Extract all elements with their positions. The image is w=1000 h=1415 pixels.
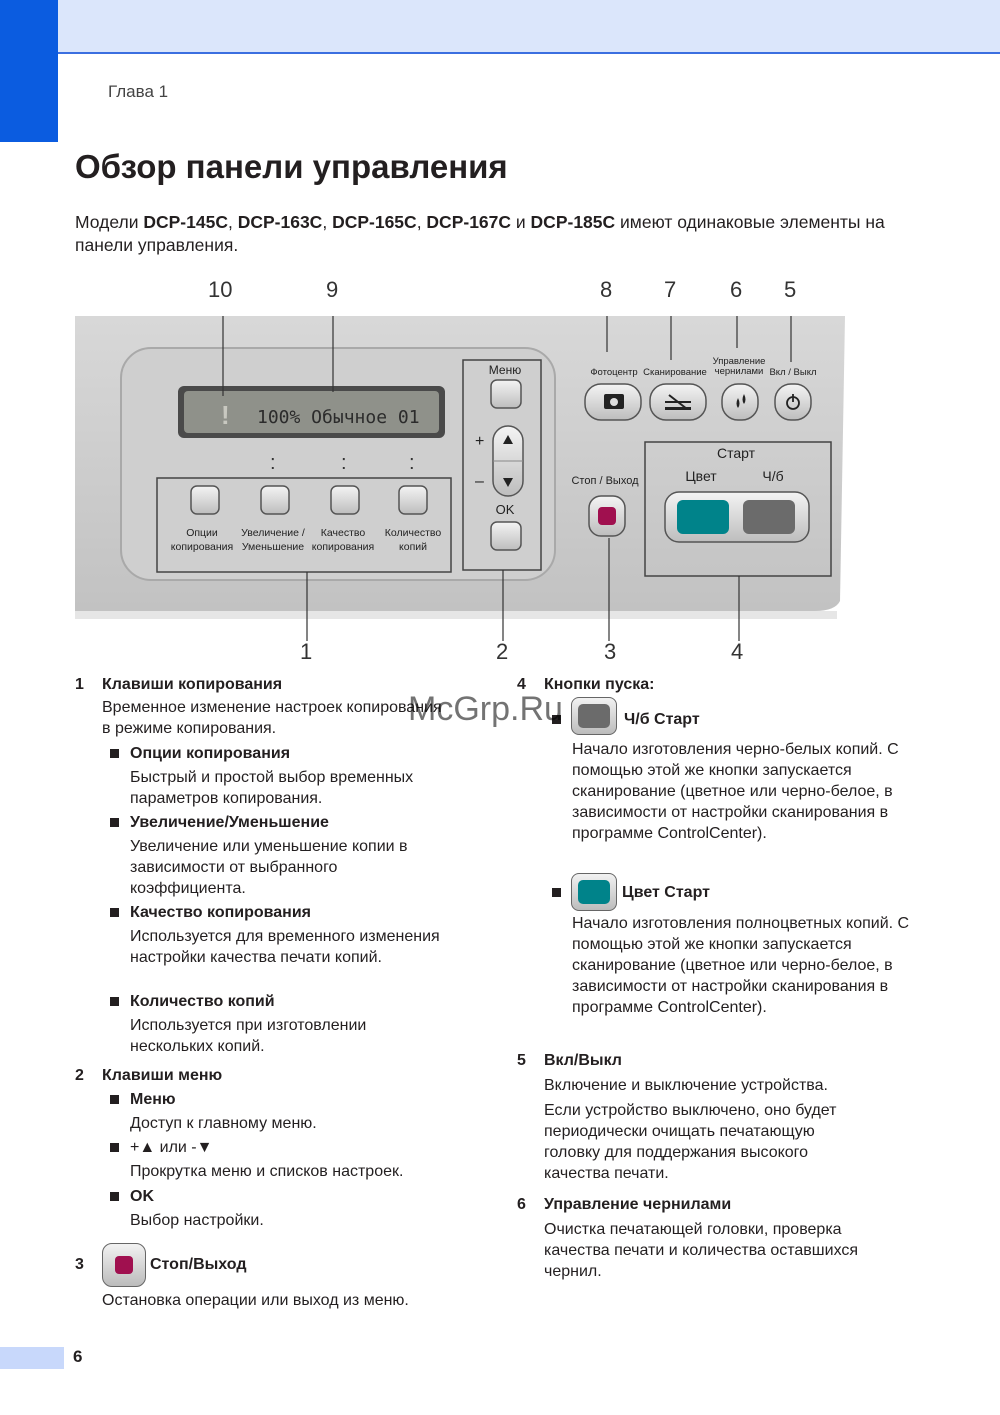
callout-1: 1 <box>300 639 313 664</box>
item-desc: Увеличение или уменьшение копии в зависимости от выбранного коэффициента. <box>130 838 408 897</box>
section-heading: Клавиши меню <box>102 1067 223 1084</box>
copy-options-key[interactable] <box>191 486 219 514</box>
plus-label: + <box>475 433 485 450</box>
callout-6: 6 <box>730 277 743 302</box>
copy-key-label: Качество <box>320 527 366 539</box>
item-desc: Выбор настройки. <box>130 1212 264 1229</box>
bullet-icon <box>110 1143 119 1152</box>
section-heading: Клавиши копирования <box>102 676 283 693</box>
item-heading: +▲ или -▼ <box>130 1139 213 1156</box>
item-heading: Увеличение/Уменьшение <box>130 814 329 831</box>
section-desc: Если устройство выключено, оно будет периодически очищать печатающую головку для поддержания высокого качества печати. <box>544 1102 837 1182</box>
color-start-key-icon <box>571 873 617 911</box>
copy-key-label: Уменьшение <box>241 541 305 553</box>
bullet-icon <box>110 749 119 758</box>
watermark: McGrp.Ru <box>408 690 563 728</box>
dots: : <box>341 452 347 474</box>
menu-key[interactable] <box>491 380 521 408</box>
section-desc: Остановка операции или выход из меню. <box>102 1292 409 1309</box>
dots: : <box>409 452 415 474</box>
item-heading: Ч/б Старт <box>624 711 700 728</box>
section-number: 6 <box>517 1196 526 1213</box>
copy-key-label: Опции <box>186 527 218 539</box>
enlarge-reduce-key[interactable] <box>261 486 289 514</box>
section-number: 4 <box>517 676 526 693</box>
dots: : <box>270 452 276 474</box>
copy-key-label: Количество <box>384 527 442 539</box>
bw-label: Ч/б <box>762 468 784 484</box>
color-start-button[interactable] <box>677 500 729 534</box>
item-heading: Опции копирования <box>130 745 291 762</box>
callout-2: 2 <box>496 639 509 664</box>
callout-5: 5 <box>784 277 797 302</box>
section-number: 1 <box>75 676 84 693</box>
item-desc: Начало изготовления полноцветных копий. С помощью этой же кнопки запускается сканирование (цветное или черно-белое, в зависимости от настройки сканирования в программе ControlCenter). <box>572 915 910 1016</box>
page-title: Обзор панели управления <box>75 148 508 185</box>
stop-exit-key-icon <box>102 1243 146 1287</box>
callout-7: 7 <box>664 277 677 302</box>
item-desc: Используется для временного изменения настройки качества печати копий. <box>130 928 440 966</box>
mode-label: Вкл / Выкл <box>769 367 817 378</box>
chapter-tab <box>0 0 58 142</box>
copy-quality-key[interactable] <box>331 486 359 514</box>
section-desc: Включение и выключение устройства. <box>544 1077 828 1094</box>
callout-10: 10 <box>208 277 233 302</box>
bullet-icon <box>552 888 561 897</box>
bullet-icon <box>110 1192 119 1201</box>
item-desc: Быстрый и простой выбор временных параметров копирования. <box>130 769 414 807</box>
copy-key-label: копирования <box>311 541 375 553</box>
color-label: Цвет <box>685 468 717 484</box>
mode-label: Сканирование <box>643 367 707 378</box>
mode-label: Фотоцентр <box>590 367 638 378</box>
section-desc: Временное изменение настроек копирования в режиме копирования. <box>102 699 442 737</box>
copy-key-label: Увеличение / <box>241 527 305 539</box>
stop-label: Стоп / Выход <box>571 475 639 487</box>
item-heading: Цвет Старт <box>622 884 710 901</box>
ink-management-button[interactable] <box>722 384 758 420</box>
mode-label: Управление <box>712 356 766 367</box>
item-desc: Используется при изготовлении нескольких копий. <box>130 1017 367 1055</box>
page-number: 6 <box>73 1347 83 1366</box>
callout-9: 9 <box>326 277 339 302</box>
mode-label: чернилами <box>714 366 764 377</box>
section-desc: Очистка печатающей головки, проверка качества печати и количества оставшихся чернил. <box>544 1221 859 1280</box>
section-number: 2 <box>75 1067 84 1084</box>
item-desc: Прокрутка меню и списков настроек. <box>130 1163 404 1180</box>
copy-key-label: копирования <box>170 541 234 553</box>
item-heading: Меню <box>130 1091 176 1108</box>
lcd-warning-icon: ! <box>221 400 230 430</box>
intro-paragraph: Модели DCP-145C, DCP-163C, DCP-165C, DCP-167C и DCP-185C имеют одинаковые элементы на панели управления. <box>75 212 885 255</box>
copy-key-label: копий <box>399 541 427 553</box>
section-heading: Стоп/Выход <box>150 1256 247 1273</box>
ok-key[interactable] <box>491 522 521 550</box>
ok-label: OK <box>495 502 515 517</box>
callout-4: 4 <box>731 639 744 664</box>
footer-tab <box>0 1347 64 1369</box>
item-desc: Доступ к главному меню. <box>130 1115 317 1132</box>
control-panel-illustration <box>75 316 850 641</box>
section-heading: Вкл/Выкл <box>544 1052 622 1069</box>
chapter-label: Глава 1 <box>108 82 169 101</box>
section-number: 3 <box>75 1256 84 1273</box>
start-label: Старт <box>716 445 756 461</box>
section-heading: Кнопки пуска: <box>544 676 655 693</box>
item-desc: Начало изготовления черно-белых копий. С помощью этой же кнопки запускается сканирование (цветное или черно-белое, в зависимости от настройки сканирования в программе ControlCenter). <box>572 741 899 842</box>
lcd-text: 100% Обычное 01 <box>257 407 420 428</box>
callout-8: 8 <box>600 277 613 302</box>
bullet-icon <box>110 1095 119 1104</box>
item-heading: Количество копий <box>130 993 275 1010</box>
item-heading: Качество копирования <box>130 904 311 921</box>
section-menu-keys <box>75 1065 84 1086</box>
section-number: 5 <box>517 1052 526 1069</box>
item-heading: OK <box>130 1188 154 1205</box>
bullet-icon <box>110 997 119 1006</box>
header-bar <box>0 0 1000 54</box>
bw-start-key-icon <box>571 697 617 735</box>
menu-label: Меню <box>488 363 522 377</box>
bullet-icon <box>110 818 119 827</box>
number-of-copies-key[interactable] <box>399 486 427 514</box>
callout-3: 3 <box>604 639 617 664</box>
bullet-icon <box>110 908 119 917</box>
minus-label: – <box>475 473 484 490</box>
bw-start-button[interactable] <box>743 500 795 534</box>
section-heading: Управление чернилами <box>544 1196 732 1213</box>
